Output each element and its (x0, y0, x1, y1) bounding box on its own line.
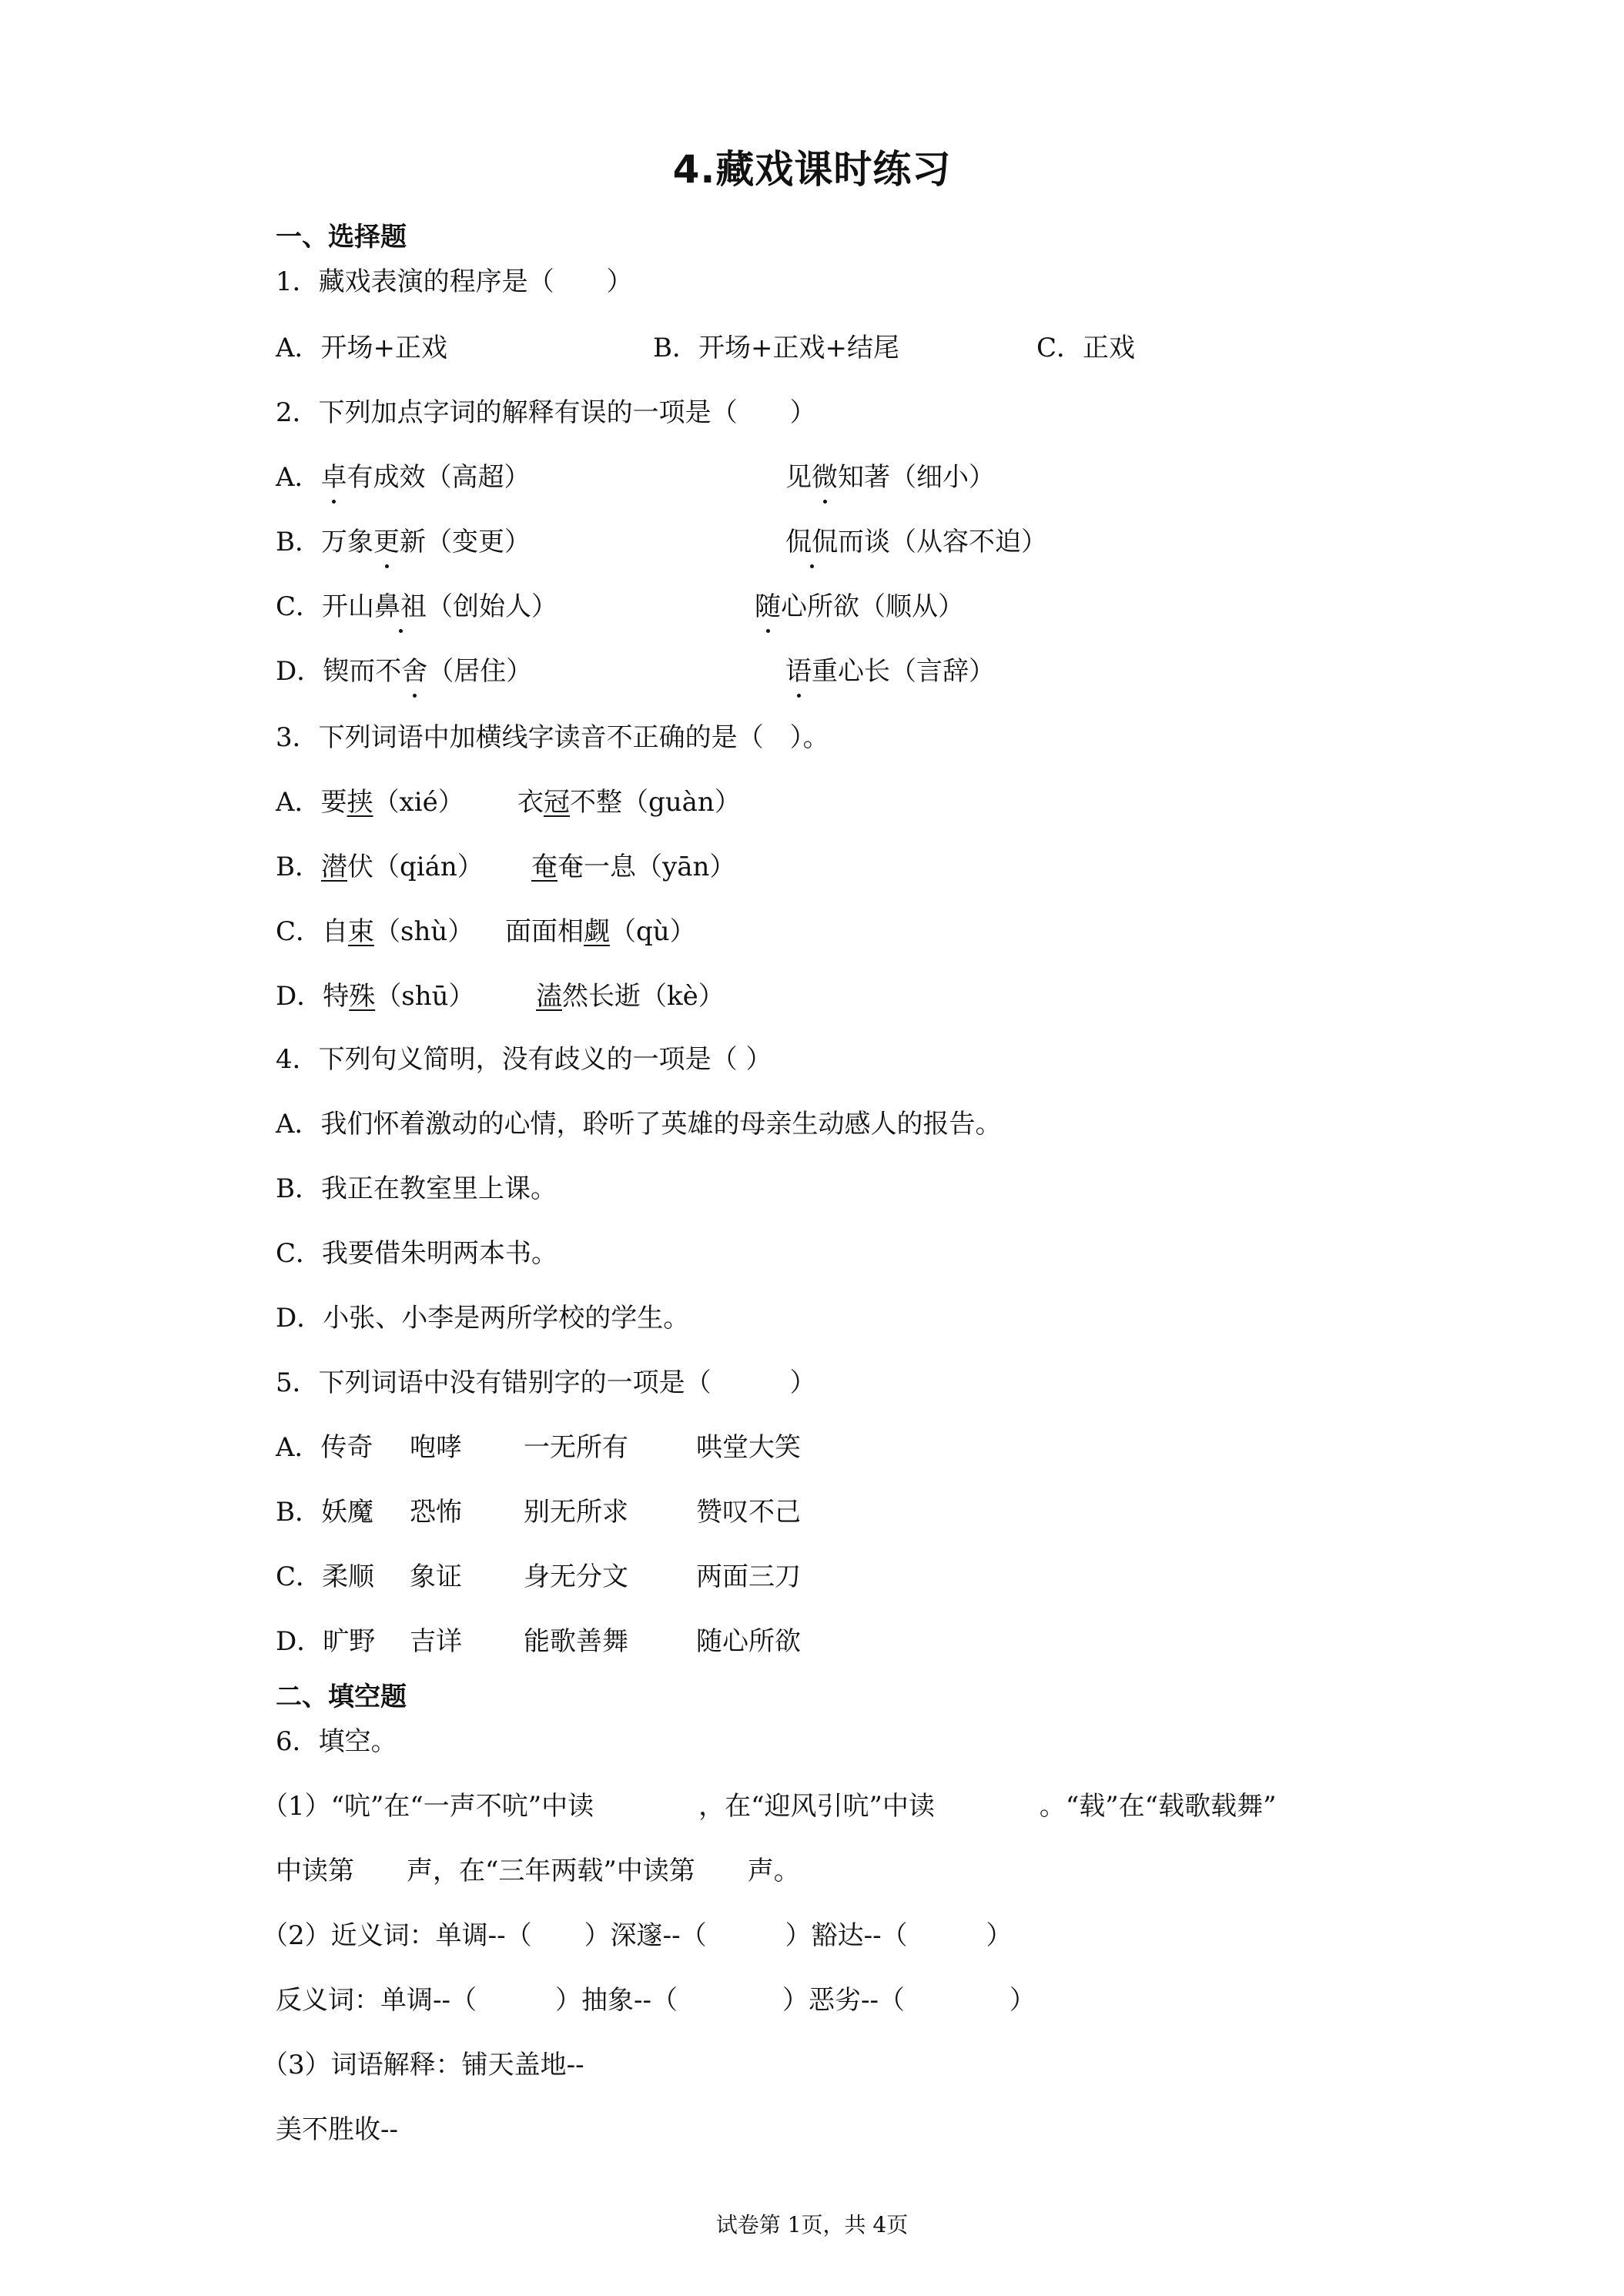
question-2-option-d: D．锲而不舍（居住） (276, 656, 533, 687)
question-1-option-c: C．正戏 (1036, 333, 1136, 363)
question-5-option-a-4: 哄堂大笑 (696, 1432, 801, 1463)
question-2-option-a-second: 见微知著（细小） (785, 462, 995, 493)
question-2-option-d-second: 语重心长（言辞） (785, 656, 995, 687)
dotted-char: 卓 (320, 462, 347, 493)
question-1-stem: 1．藏戏表演的程序是（ ） (276, 266, 633, 297)
dotted-char: 舍 (401, 656, 428, 687)
question-5-option-c-4: 两面三刀 (696, 1561, 801, 1592)
question-3-option-a-second: 衣冠不整（guàn） (517, 787, 741, 818)
question-5-stem: 5．下列词语中没有错别字的一项是（ ） (276, 1367, 816, 1398)
question-6-line-3: （2）近义词：单调--（ ）深邃--（ ）豁达--（ ） (262, 1920, 1013, 1951)
question-1-option-b: B．开场+正戏+结尾 (653, 333, 899, 363)
question-6-line-6: 美不胜收-- (276, 2114, 398, 2145)
underlined-char: 潜 (321, 852, 347, 882)
underlined-char: 奄 (531, 852, 558, 882)
question-3-stem: 3．下列词语中加横线字读音不正确的是（ ）。 (276, 722, 829, 753)
question-2-option-c-second: 随心所欲（顺从） (755, 591, 964, 622)
question-5-option-a-1: A．传奇 (276, 1432, 373, 1463)
underlined-char: 冠 (544, 787, 570, 818)
question-4-option-c: C．我要借朱明两本书。 (276, 1238, 558, 1269)
question-2-option-b-second: 侃侃而谈（从容不迫） (785, 527, 1047, 557)
underlined-char: 殊 (349, 981, 376, 1012)
question-5-option-a-2: 咆哮 (410, 1432, 462, 1463)
question-5-option-d-1: D．旷野 (276, 1626, 376, 1657)
section-heading-choice: 一、选择题 (276, 222, 407, 253)
underlined-char: 觑 (584, 916, 610, 947)
question-5-option-d-3: 能歌善舞 (524, 1626, 628, 1657)
question-6-line-5: （3）词语解释：铺天盖地-- (262, 2050, 584, 2080)
question-4-option-a: A．我们怀着激动的心情，聆听了英雄的母亲生动感人的报告。 (276, 1109, 1002, 1140)
question-4-stem: 4．下列句义简明，没有歧义的一项是（ ） (276, 1044, 772, 1075)
question-3-option-c: C．自束（shù） (276, 916, 474, 947)
section-heading-fill: 二、填空题 (276, 1682, 407, 1712)
question-5-option-b-1: B．妖魔 (276, 1497, 373, 1528)
question-3-option-d-second: 溘然长逝（kè） (536, 981, 725, 1012)
question-5-option-c-1: C．柔顺 (276, 1561, 375, 1592)
question-3-option-d: D．特殊（shū） (276, 981, 475, 1012)
question-4-option-d: D．小张、小李是两所学校的学生。 (276, 1303, 690, 1334)
question-5-option-b-3: 别无所求 (524, 1497, 628, 1528)
question-6-line-4: 反义词：单调--（ ）抽象--（ ）恶劣--（ ） (276, 1985, 1036, 2016)
dotted-char: 随 (755, 591, 781, 622)
question-3-option-b-second: 奄奄一息（yān） (531, 852, 736, 882)
question-4-option-b: B．我正在教室里上课。 (276, 1173, 557, 1204)
page-title: 4.藏戏课时练习 (672, 147, 952, 192)
question-1-option-a: A．开场+正戏 (276, 333, 448, 363)
dotted-char: 侃侃 (785, 527, 838, 557)
question-6-line-2: 中读第 声，在“三年两载”中读第 声。 (276, 1856, 800, 1886)
question-3-option-a: A．要挟（xié） (276, 787, 464, 818)
dotted-char: 鼻祖 (374, 591, 427, 622)
question-5-option-d-4: 随心所欲 (696, 1626, 801, 1657)
underlined-char: 挟 (347, 787, 373, 818)
dotted-char: 更 (373, 527, 400, 557)
dotted-char: 语 (785, 656, 812, 687)
underlined-char: 溘 (536, 981, 562, 1012)
question-3-option-c-second: 面面相觑（qù） (505, 916, 696, 947)
question-5-option-a-3: 一无所有 (524, 1432, 628, 1463)
question-2-option-a: A．卓有成效（高超） (276, 462, 531, 493)
question-2-option-c: C．开山鼻祖（创始人） (276, 591, 558, 622)
question-3-option-b: B．潜伏（qián） (276, 852, 484, 882)
page-footer: 试卷第 1页，共 4页 (715, 2212, 909, 2237)
dotted-char: 微 (812, 462, 838, 493)
question-5-option-c-2: 象证 (410, 1561, 462, 1592)
question-5-option-c-3: 身无分文 (524, 1561, 628, 1592)
question-2-stem: 2．下列加点字词的解释有误的一项是（ ） (276, 397, 816, 428)
question-2-option-b: B．万象更新（变更） (276, 527, 531, 557)
question-6-line-1: （1）“吭”在“一声不吭”中读 ，在“迎风引吭”中读 。“载”在“载歌载舞” (262, 1791, 1277, 1822)
question-5-option-d-2: 吉详 (410, 1626, 462, 1657)
underlined-char: 束 (348, 916, 375, 947)
question-5-option-b-2: 恐怖 (410, 1497, 462, 1528)
question-6-stem: 6．填空。 (276, 1726, 397, 1757)
question-5-option-b-4: 赞叹不己 (696, 1497, 801, 1528)
